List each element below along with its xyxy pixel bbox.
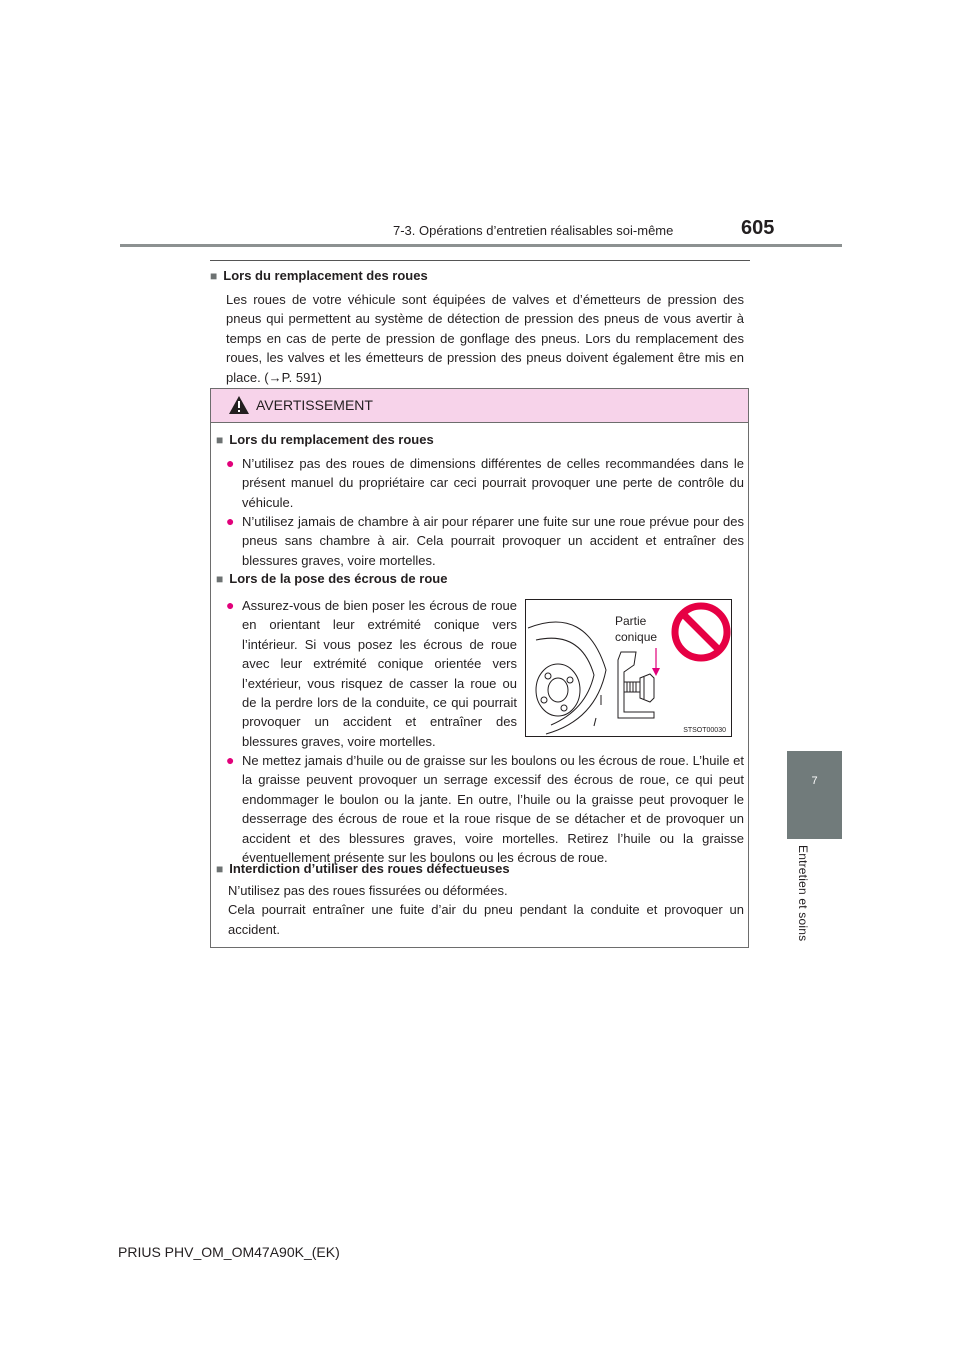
warning-title: AVERTISSEMENT — [256, 397, 373, 413]
square-bullet-icon: ■ — [216, 572, 224, 586]
warning-block3-heading-text: Interdiction d’utiliser des roues défectueuses — [229, 861, 510, 876]
circle-bullet-icon: ● — [226, 597, 235, 613]
section-heading — [210, 268, 428, 283]
figure-label-line1: Partie — [615, 614, 647, 628]
warning-header — [211, 389, 748, 423]
square-bullet-icon: ■ — [216, 862, 224, 876]
warning-block2-heading-text: Lors de la pose des écrous de roue — [229, 571, 448, 586]
circle-bullet-icon: ● — [226, 455, 235, 471]
chapter-tab — [787, 751, 842, 839]
warning-triangle-icon — [228, 395, 250, 415]
wheel-nut-figure — [525, 599, 732, 737]
warning-block1-bullet1 — [226, 454, 744, 512]
section-rule — [210, 260, 750, 261]
figure-code: STSOT00030 — [683, 727, 726, 734]
warning-block1-bullet2-text: N’utilisez jamais de chambre à air pour réparer une fuite sur une roue prévue pour des pneus sans chambre à air. Cela pourrait provoquer un accident et entraîner des blessures graves, voire mortelles. — [242, 514, 744, 568]
warning-block2-bullet1-text: Assurez-vous de bien poser les écrous de roue en orientant leur extrémité conique vers l’intérieur. Si vous posez les écrous de roue avec leur extrémité conique orientée vers l’extérieur, vous risquez de casser la roue ou de la perdre lors de la conduite, ce qui pourrait provoquer un accident et entraîner des blessures graves, voire mortelles. — [242, 598, 517, 749]
warning-block1-heading-text: Lors du remplacement des roues — [229, 432, 434, 447]
figure-label — [615, 613, 657, 645]
warning-block3-line2: Cela pourrait entraîner une fuite d’air du pneu pendant la conduite et provoquer un accident. — [228, 902, 744, 937]
warning-block2-bullet2-text: Ne mettez jamais d’huile ou de graisse sur les boulons ou les écrous de roue. L’huile et la graisse peuvent provoquer un serrage excessif des écrous de roue, ce qui peut endommager le boulon ou la jante. En outre, l’huile ou la graisse peut provoquer le desserrage des écrous de roue et la roue risque de se détacher et de provoquer un accident et des blessures graves, voire mortelles. Retirez l’huile ou la graisse éventuellement présente sur les boulons ou les écrous de roue. — [242, 753, 744, 866]
section-heading-text: Lors du remplacement des roues — [223, 268, 428, 283]
circle-bullet-icon: ● — [226, 752, 235, 768]
warning-block3-heading — [216, 859, 510, 879]
square-bullet-icon: ■ — [210, 269, 218, 283]
page-number: 605 — [741, 217, 775, 239]
warning-block2-heading — [216, 569, 447, 589]
footer-document-id: PRIUS PHV_OM_OM47A90K_(EK) — [118, 1244, 340, 1260]
figure-label-line2: conique — [615, 630, 658, 644]
header-rule — [120, 244, 842, 247]
chapter-number: 7 — [811, 775, 818, 787]
chapter-label: Entretien et soins — [796, 845, 810, 942]
section-paragraph: Les roues de votre véhicule sont équipées de valves et d’émetteurs de pression des pneus qui permettent au système de détection de pression des pneus de vous avertir à temps en cas de perte de pression de gonflage des pneus. Lors du remplacement des roues, les valves et les émetteurs de pression des pneus doivent également être mis en place. (→P. 591) — [226, 292, 744, 385]
warning-block3-body — [228, 881, 744, 939]
running-header-title: 7-3. Opérations d’entretien réalisables soi-même — [393, 223, 674, 238]
square-bullet-icon: ■ — [216, 433, 224, 447]
warning-block1-heading — [216, 430, 434, 450]
warning-block1-bullet1-text: N’utilisez pas des roues de dimensions différentes de celles recommandées dans le présent manuel du propriétaire car ceci pourrait provoquer une perte de contrôle du véhicule. — [242, 456, 744, 510]
warning-block2-bullet2 — [226, 751, 744, 867]
circle-bullet-icon: ● — [226, 513, 235, 529]
warning-block2-bullet1 — [226, 596, 517, 751]
warning-block1-bullet2 — [226, 512, 744, 570]
warning-block3-line1: N’utilisez pas des roues fissurées ou déformées. — [228, 883, 508, 898]
